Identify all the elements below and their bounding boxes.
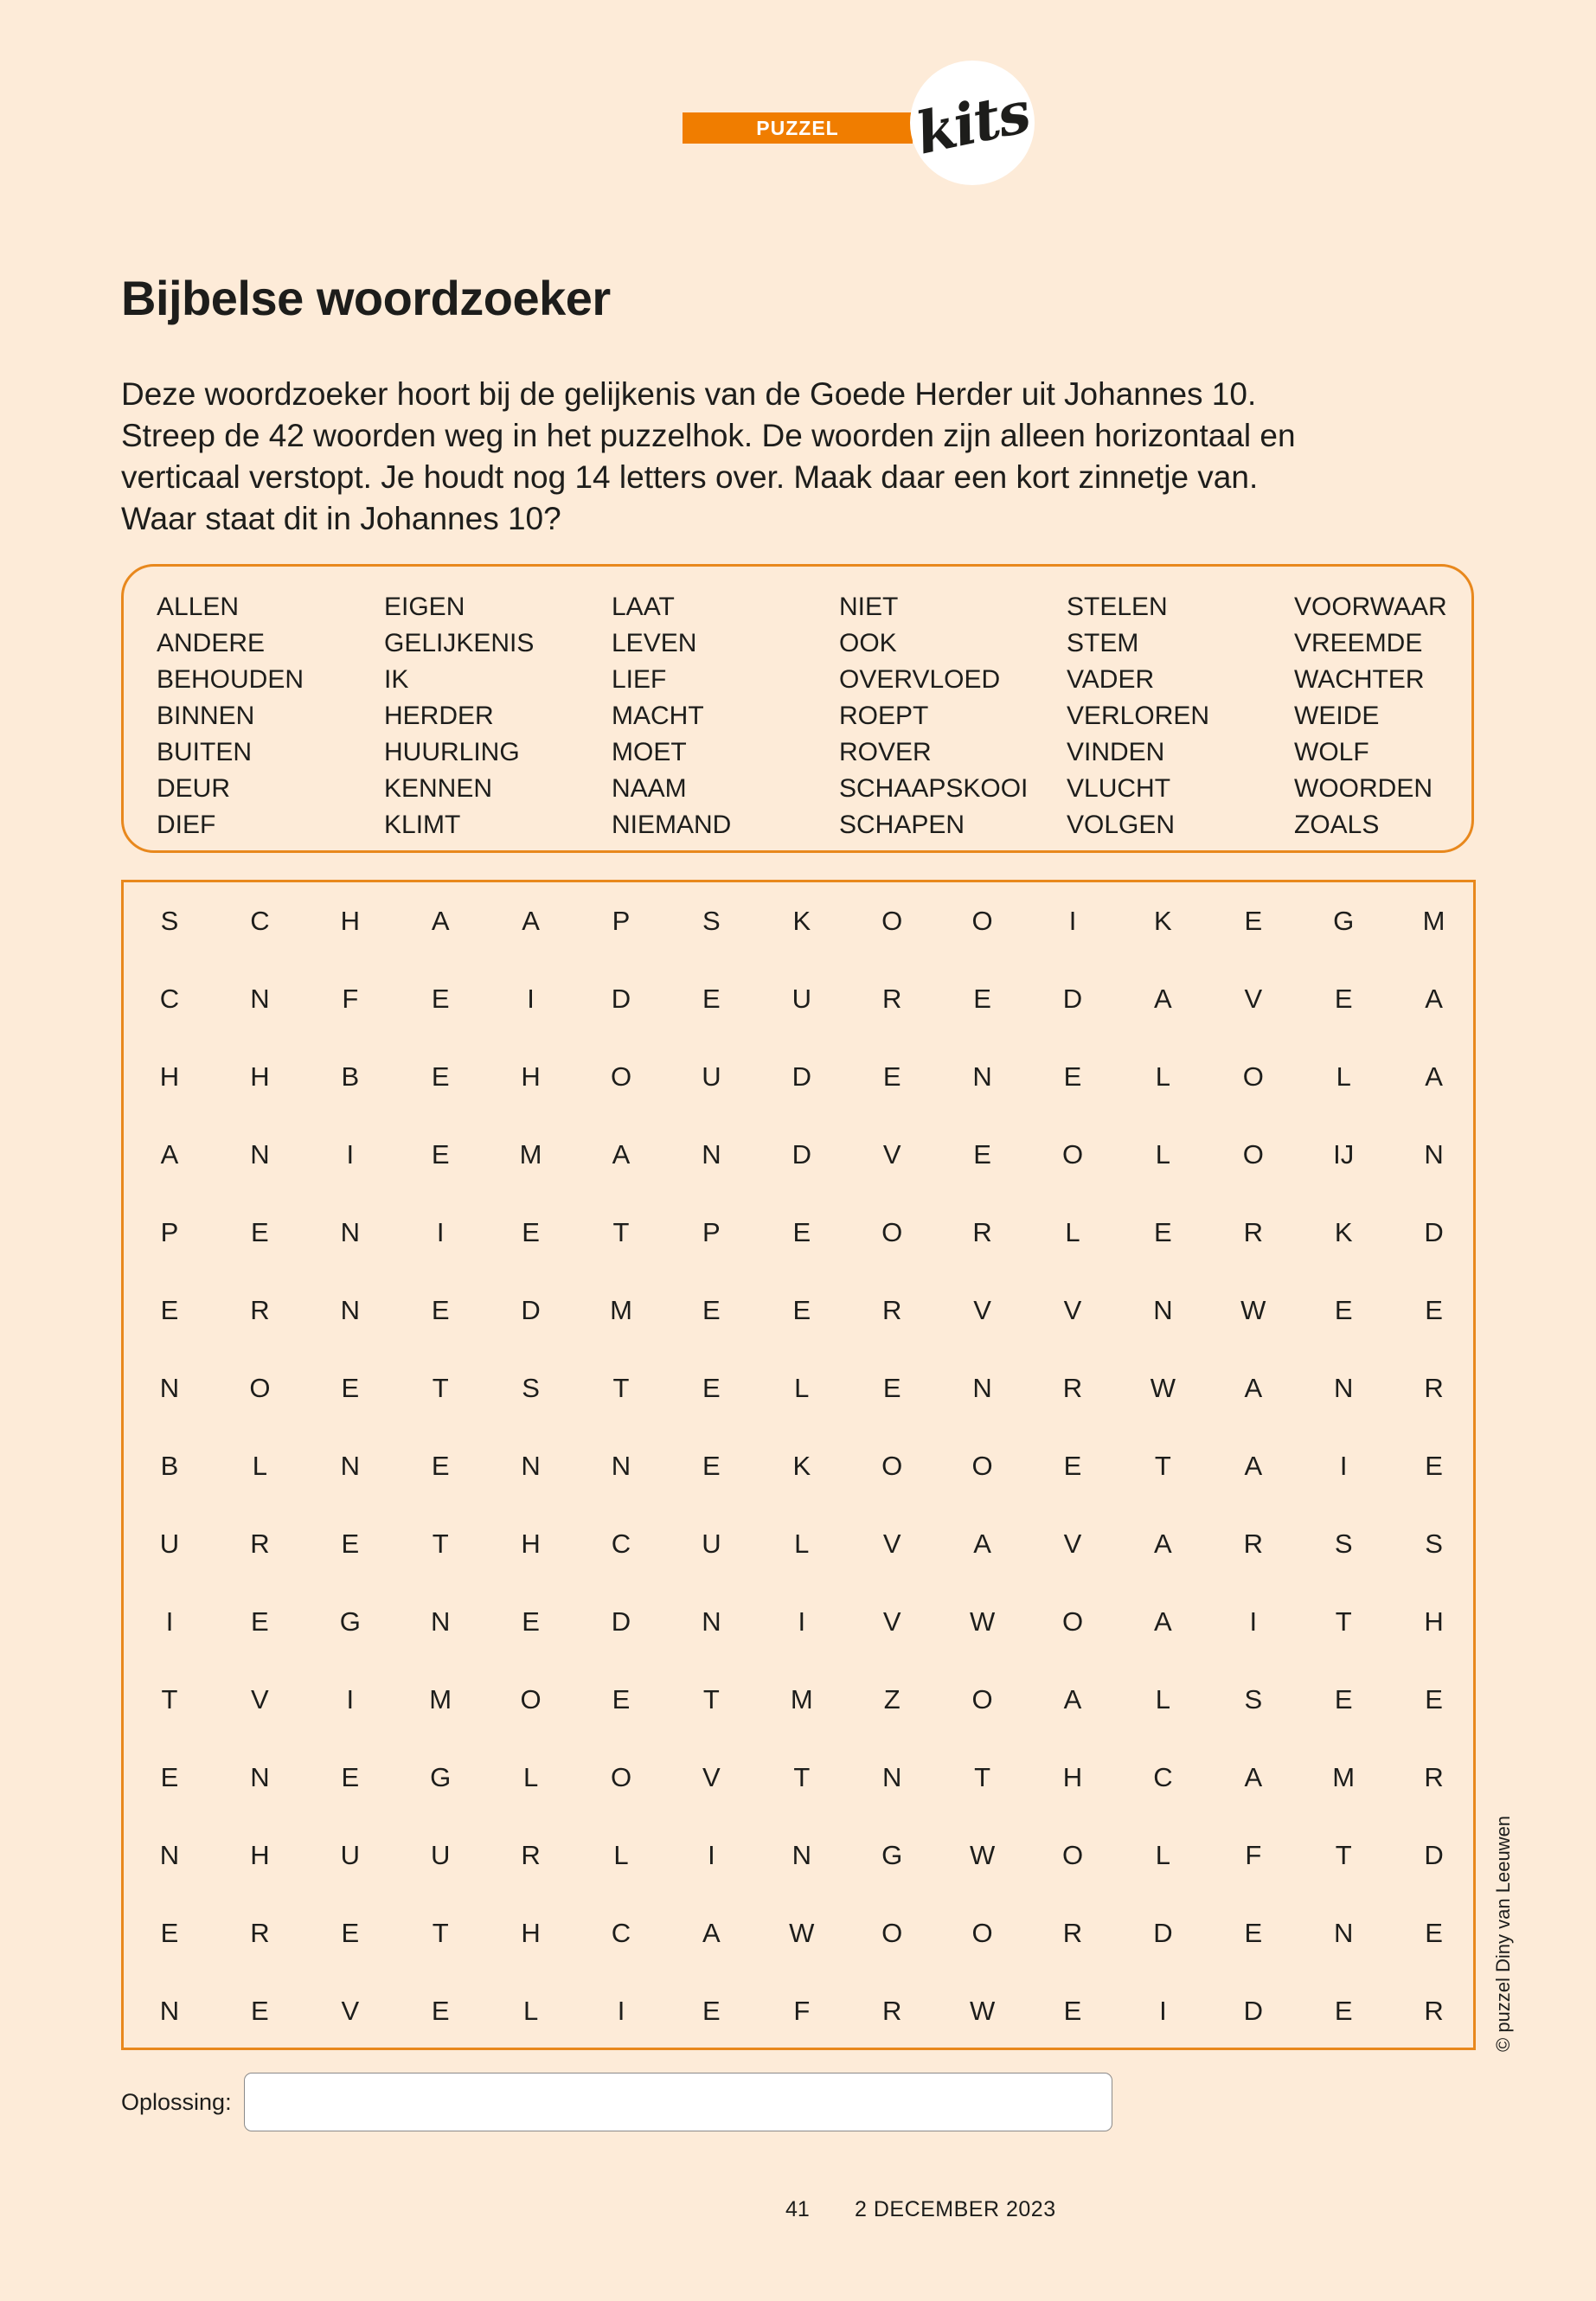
word-item: NAAM [612, 774, 687, 803]
grid-cell[interactable]: N [702, 1606, 721, 1637]
grid-cell[interactable]: L [522, 1996, 539, 2026]
grid-cell[interactable]: M [519, 1139, 542, 1170]
grid-cell[interactable]: R [881, 1996, 902, 2026]
grid-cell[interactable]: R [1424, 1373, 1444, 1403]
word-item: NIEMAND [612, 811, 732, 839]
issue-date: 2 DECEMBER 2023 [855, 2197, 1056, 2221]
grid-cell[interactable]: N [972, 1061, 992, 1092]
word-item: EIGEN [384, 593, 465, 621]
grid-cell[interactable]: D [1424, 1840, 1444, 1870]
grid-cell[interactable]: G [881, 1840, 903, 1870]
grid-cell[interactable]: N [159, 1373, 180, 1403]
grid-cell[interactable]: A [1244, 1762, 1263, 1792]
intro-line: Waar staat dit in Johannes 10? [121, 501, 561, 536]
word-item: STEM [1067, 629, 1139, 657]
grid-cell[interactable]: K [1154, 906, 1172, 936]
word-item: GELIJKENIS [384, 629, 535, 657]
grid-cell[interactable]: O [881, 1217, 903, 1247]
grid-cell[interactable]: A [973, 1529, 991, 1559]
grid-cell[interactable]: U [702, 1061, 721, 1092]
grid-cell[interactable]: R [521, 1840, 541, 1870]
puzzle-grid [121, 880, 1476, 2050]
grid-cell[interactable]: E [160, 1295, 179, 1325]
grid-cell[interactable]: V [882, 1529, 901, 1559]
word-item: MACHT [612, 702, 704, 730]
word-item: ROVER [839, 738, 932, 766]
grid-cell[interactable]: E [431, 1295, 450, 1325]
grid-cell[interactable]: N [792, 1840, 811, 1870]
grid-cell[interactable]: O [971, 1451, 993, 1481]
grid-cell[interactable]: V [702, 1762, 721, 1792]
word-item: OOK [839, 629, 897, 657]
word-column [157, 589, 304, 843]
grid-cell[interactable]: D [521, 1295, 541, 1325]
grid-cell[interactable]: O [1061, 1139, 1084, 1170]
grid-cell[interactable]: I [527, 984, 535, 1014]
grid-cell[interactable]: S [1425, 1529, 1443, 1559]
intro-line: Streep de 42 woorden weg in het puzzelhok. De woorden zijn alleen horizontaal en [121, 418, 1296, 453]
grid-cell[interactable]: O [881, 1918, 903, 1948]
grid-cell[interactable]: E [702, 1295, 721, 1325]
grid-cell[interactable]: H [521, 1061, 541, 1092]
word-item: LIEF [612, 665, 667, 694]
page-number: 41 [785, 2197, 810, 2221]
word-item: BINNEN [157, 702, 255, 730]
grid-cell[interactable]: K [1334, 1217, 1353, 1247]
grid-cell[interactable]: I [798, 1606, 806, 1637]
grid-cell[interactable]: N [521, 1451, 541, 1481]
grid-cell[interactable]: A [1063, 1684, 1082, 1715]
grid-cell[interactable]: H [521, 1918, 541, 1948]
kits-logo [910, 61, 1035, 185]
grid-cell[interactable]: I [708, 1840, 715, 1870]
grid-cell[interactable]: K [792, 906, 811, 936]
word-item: WOORDEN [1294, 774, 1433, 803]
word-item: NIET [839, 593, 899, 621]
grid-cell[interactable]: O [249, 1373, 271, 1403]
grid-cell[interactable]: S [1244, 1684, 1263, 1715]
grid-cell[interactable]: E [1334, 1996, 1353, 2026]
word-item: VERLOREN [1067, 702, 1210, 730]
grid-cell[interactable]: T [161, 1684, 178, 1715]
grid-cell[interactable]: R [250, 1529, 270, 1559]
grid-cell[interactable]: A [702, 1918, 721, 1948]
grid-cell[interactable]: C [159, 984, 180, 1014]
grid-cell[interactable]: A [1154, 1529, 1172, 1559]
grid-cell[interactable]: P [160, 1217, 179, 1247]
grid-cell[interactable]: I [346, 1684, 355, 1715]
grid-cell[interactable]: E [1063, 1996, 1082, 2026]
word-item: VREEMDE [1294, 629, 1423, 657]
grid-cell[interactable]: D [1424, 1217, 1444, 1247]
grid-cell[interactable]: D [792, 1061, 811, 1092]
grid-cell[interactable]: R [881, 984, 902, 1014]
word-item: DEUR [157, 774, 231, 803]
grid-cell[interactable]: V [251, 1684, 269, 1715]
grid-cell[interactable]: T [612, 1373, 630, 1403]
grid-cell[interactable]: E [702, 1373, 721, 1403]
grid-cell[interactable]: R [1243, 1217, 1263, 1247]
grid-cell[interactable]: L [1155, 1061, 1171, 1092]
grid-cell[interactable]: N [972, 1373, 992, 1403]
grid-cell[interactable]: I [1068, 906, 1077, 936]
grid-cell[interactable]: R [1243, 1529, 1263, 1559]
grid-cell[interactable]: E [882, 1373, 901, 1403]
grid-cell[interactable]: L [1065, 1217, 1080, 1247]
grid-cell[interactable]: V [1063, 1295, 1082, 1325]
grid-cell[interactable]: C [611, 1529, 631, 1559]
grid-cell[interactable]: E [341, 1762, 360, 1792]
grid-cell[interactable]: R [250, 1918, 270, 1948]
section-tag: PUZZEL [683, 112, 913, 144]
grid-cell[interactable]: O [881, 1451, 903, 1481]
word-item: ALLEN [157, 593, 240, 621]
grid-cell[interactable]: N [702, 1139, 721, 1170]
grid-cell[interactable]: U [430, 1840, 451, 1870]
grid-cell[interactable]: C [1153, 1762, 1173, 1792]
grid-cell[interactable]: A [1425, 1061, 1443, 1092]
word-item: MOET [612, 738, 687, 766]
grid-cell[interactable]: R [1062, 1373, 1083, 1403]
grid-cell[interactable]: O [520, 1684, 542, 1715]
kits-logo-text: kits [910, 78, 1035, 168]
grid-cell[interactable]: R [1062, 1918, 1083, 1948]
grid-cell[interactable]: L [522, 1762, 539, 1792]
grid-cell[interactable]: E [702, 1451, 721, 1481]
grid-cell[interactable]: V [1063, 1529, 1082, 1559]
grid-cell[interactable]: R [881, 1295, 902, 1325]
grid-cell[interactable]: A [160, 1139, 179, 1170]
grid-cell[interactable]: I [1339, 1451, 1348, 1481]
grid-cell[interactable]: M [610, 1295, 632, 1325]
grid-cell[interactable]: E [792, 1295, 811, 1325]
grid-cell[interactable]: E [973, 984, 991, 1014]
grid-cell[interactable]: R [1424, 1762, 1444, 1792]
grid-cell[interactable]: A [1244, 1451, 1263, 1481]
word-item: ANDERE [157, 629, 266, 657]
grid-cell[interactable]: I [617, 1996, 625, 2026]
grid-cell[interactable]: D [611, 984, 631, 1014]
grid-cell[interactable]: V [882, 1606, 901, 1637]
grid-cell[interactable]: I [165, 1606, 174, 1637]
grid-cell[interactable]: E [612, 1684, 631, 1715]
grid-cell[interactable]: O [1061, 1606, 1084, 1637]
grid-cell[interactable]: T [974, 1762, 991, 1792]
grid-cell[interactable]: E [792, 1217, 811, 1247]
grid-cell[interactable]: T [432, 1373, 449, 1403]
grid-cell[interactable]: I [436, 1217, 445, 1247]
page-title: Bijbelse woordzoeker [121, 271, 611, 325]
grid-cell[interactable]: R [250, 1295, 270, 1325]
word-item: WOLF [1294, 738, 1369, 766]
word-item: WEIDE [1294, 702, 1380, 730]
grid-cell[interactable]: F [342, 984, 359, 1014]
grid-cell[interactable]: O [1242, 1061, 1264, 1092]
grid-cell[interactable]: N [611, 1451, 631, 1481]
grid-cell[interactable]: V [1244, 984, 1263, 1014]
grid-cell[interactable]: N [1333, 1918, 1354, 1948]
grid-cell[interactable]: E [251, 1996, 269, 2026]
grid-cell[interactable]: E [1063, 1451, 1082, 1481]
grid-cell[interactable]: D [1153, 1918, 1173, 1948]
word-item: HUURLING [384, 738, 520, 766]
grid-cell[interactable]: H [250, 1061, 270, 1092]
grid-cell[interactable]: E [1154, 1217, 1172, 1247]
grid-cell[interactable]: W [1240, 1295, 1266, 1325]
grid-cell[interactable]: N [159, 1996, 180, 2026]
word-item: KLIMT [384, 811, 461, 839]
puzzle-grid-letters [124, 882, 1473, 2048]
solution-input[interactable] [244, 2073, 1112, 2131]
grid-cell[interactable]: K [792, 1451, 811, 1481]
grid-cell[interactable]: E [1244, 1918, 1263, 1948]
solution-label: Oplossing: [121, 2089, 232, 2115]
grid-cell[interactable]: N [250, 1139, 270, 1170]
grid-cell[interactable]: O [610, 1061, 632, 1092]
grid-cell[interactable]: D [1062, 984, 1083, 1014]
grid-cell[interactable]: W [969, 1840, 996, 1870]
grid-cell[interactable]: T [432, 1529, 449, 1559]
grid-cell[interactable]: R [972, 1217, 992, 1247]
grid-cell[interactable]: E [522, 1606, 540, 1637]
grid-cell[interactable]: E [251, 1606, 269, 1637]
word-item: VOLGEN [1067, 811, 1176, 839]
word-item: DIEF [157, 811, 216, 839]
word-item: ROEPT [839, 702, 929, 730]
grid-cell[interactable]: T [1335, 1840, 1352, 1870]
grid-cell[interactable]: E [431, 1061, 450, 1092]
grid-cell[interactable]: N [340, 1451, 360, 1481]
grid-cell[interactable]: T [702, 1684, 720, 1715]
word-item: HERDER [384, 702, 494, 730]
grid-cell[interactable]: Z [883, 1684, 901, 1715]
grid-cell[interactable]: A [431, 906, 450, 936]
grid-cell[interactable]: T [432, 1918, 449, 1948]
grid-cell[interactable]: E [1425, 1451, 1443, 1481]
grid-cell[interactable]: V [341, 1996, 360, 2026]
grid-cell[interactable]: A [1425, 984, 1443, 1014]
word-column [612, 589, 731, 843]
grid-cell[interactable]: W [1150, 1373, 1176, 1403]
grid-cell[interactable]: U [702, 1529, 721, 1559]
grid-cell[interactable]: N [881, 1762, 902, 1792]
word-list [121, 564, 1474, 853]
grid-cell[interactable]: E [1425, 1295, 1443, 1325]
grid-cell[interactable]: A [1154, 1606, 1172, 1637]
grid-cell[interactable]: E [251, 1217, 269, 1247]
grid-cell[interactable]: S [522, 1373, 540, 1403]
grid-cell[interactable]: E [341, 1918, 360, 1948]
grid-cell[interactable]: E [1334, 1295, 1353, 1325]
grid-cell[interactable]: E [702, 984, 721, 1014]
word-item: VOORWAAR [1294, 593, 1447, 621]
grid-cell[interactable]: E [431, 1139, 450, 1170]
word-item: LAAT [612, 593, 675, 621]
grid-cell[interactable]: E [1425, 1918, 1443, 1948]
grid-cell[interactable]: E [522, 1217, 540, 1247]
grid-cell[interactable]: E [1425, 1684, 1443, 1715]
grid-cell[interactable]: E [1063, 1061, 1082, 1092]
word-item: WACHTER [1294, 665, 1425, 694]
grid-cell[interactable]: B [341, 1061, 360, 1092]
grid-cell[interactable]: D [792, 1139, 811, 1170]
word-item: OVERVLOED [839, 665, 1001, 694]
grid-cell[interactable]: L [1155, 1840, 1171, 1870]
grid-cell[interactable]: G [1333, 906, 1355, 936]
grid-cell[interactable]: D [611, 1606, 631, 1637]
grid-cell[interactable]: N [1153, 1295, 1173, 1325]
grid-cell[interactable]: L [1336, 1061, 1351, 1092]
grid-cell[interactable]: V [882, 1139, 901, 1170]
grid-cell[interactable]: U [159, 1529, 180, 1559]
grid-cell[interactable]: O [971, 1684, 993, 1715]
grid-cell[interactable]: H [340, 906, 360, 936]
grid-cell[interactable]: B [160, 1451, 179, 1481]
grid-cell[interactable]: E [882, 1061, 901, 1092]
grid-cell[interactable]: N [159, 1840, 180, 1870]
grid-cell[interactable]: T [793, 1762, 811, 1792]
grid-cell[interactable]: M [1332, 1762, 1356, 1792]
grid-cell[interactable]: E [431, 984, 450, 1014]
grid-cell[interactable]: L [794, 1373, 810, 1403]
grid-cell[interactable]: E [431, 1996, 450, 2026]
word-item: SCHAPEN [839, 811, 965, 839]
grid-cell[interactable]: H [159, 1061, 180, 1092]
grid-cell[interactable]: C [250, 906, 270, 936]
grid-cell[interactable]: E [341, 1373, 360, 1403]
grid-cell[interactable]: T [612, 1217, 630, 1247]
grid-cell[interactable]: O [1061, 1840, 1084, 1870]
grid-cell[interactable]: H [250, 1840, 270, 1870]
word-item: VADER [1067, 665, 1155, 694]
grid-cell[interactable]: N [340, 1295, 360, 1325]
grid-cell[interactable]: S [160, 906, 179, 936]
grid-cell[interactable]: T [1154, 1451, 1171, 1481]
grid-cell[interactable]: A [1154, 984, 1172, 1014]
grid-cell[interactable]: L [1155, 1684, 1171, 1715]
grid-cell[interactable]: M [429, 1684, 452, 1715]
word-item: BEHOUDEN [157, 665, 304, 694]
grid-cell[interactable]: U [792, 984, 811, 1014]
grid-cell[interactable]: E [1334, 984, 1353, 1014]
grid-cell[interactable]: G [430, 1762, 452, 1792]
intro-line: verticaal verstopt. Je houdt nog 14 letters over. Maak daar een kort zinnetje van. [121, 459, 1259, 495]
grid-cell[interactable]: A [522, 906, 540, 936]
grid-cell[interactable]: C [611, 1918, 631, 1948]
grid-cell[interactable]: E [1334, 1684, 1353, 1715]
grid-cell[interactable]: W [789, 1918, 815, 1948]
grid-cell[interactable]: N [1333, 1373, 1354, 1403]
grid-cell[interactable]: V [973, 1295, 991, 1325]
grid-cell[interactable]: H [1062, 1762, 1083, 1792]
grid-cell[interactable]: N [250, 984, 270, 1014]
grid-cell[interactable]: P [612, 906, 631, 936]
grid-cell[interactable]: W [969, 1606, 996, 1637]
grid-cell[interactable]: M [1422, 906, 1445, 936]
grid-cell[interactable]: E [160, 1918, 179, 1948]
grid-cell[interactable]: M [790, 1684, 813, 1715]
word-item: SCHAAPSKOOI [839, 774, 1029, 803]
grid-cell[interactable]: A [612, 1139, 631, 1170]
grid-cell[interactable]: F [1245, 1840, 1262, 1870]
grid-cell[interactable]: F [793, 1996, 811, 2026]
grid-cell[interactable]: O [610, 1762, 632, 1792]
grid-cell[interactable]: R [1424, 1996, 1444, 2026]
word-item: VINDEN [1067, 738, 1165, 766]
grid-cell[interactable]: D [1243, 1996, 1263, 2026]
grid-cell[interactable]: E [160, 1762, 179, 1792]
grid-cell[interactable]: O [971, 1918, 993, 1948]
word-item: KENNEN [384, 774, 493, 803]
grid-cell[interactable]: N [340, 1217, 360, 1247]
grid-cell[interactable]: L [613, 1840, 629, 1870]
grid-cell[interactable]: N [1424, 1139, 1444, 1170]
grid-cell[interactable]: O [971, 906, 993, 936]
credit-text: © puzzel Diny van Leeuwen [1492, 1815, 1514, 2052]
grid-cell[interactable]: H [521, 1529, 541, 1559]
grid-cell[interactable]: S [1334, 1529, 1353, 1559]
grid-cell[interactable]: E [341, 1529, 360, 1559]
grid-cell[interactable]: I [1159, 1996, 1167, 2026]
grid-cell[interactable]: A [1244, 1373, 1263, 1403]
word-column [384, 589, 534, 843]
word-item: ZOALS [1294, 811, 1380, 839]
grid-cell[interactable]: L [1155, 1139, 1171, 1170]
word-column [839, 589, 1028, 843]
grid-cell[interactable]: I [1249, 1606, 1258, 1637]
grid-cell[interactable]: E [702, 1996, 721, 2026]
intro-line: Deze woordzoeker hoort bij de gelijkenis van de Goede Herder uit Johannes 10. [121, 376, 1257, 412]
grid-cell[interactable]: O [881, 906, 903, 936]
grid-cell[interactable]: S [702, 906, 721, 936]
word-column [1067, 589, 1209, 843]
grid-cell[interactable]: N [430, 1606, 451, 1637]
grid-cell[interactable]: I [346, 1139, 355, 1170]
grid-cell[interactable]: T [1335, 1606, 1352, 1637]
grid-cell[interactable]: W [969, 1996, 996, 2026]
grid-cell[interactable]: L [252, 1451, 268, 1481]
word-item: BUITEN [157, 738, 253, 766]
grid-cell[interactable]: G [339, 1606, 361, 1637]
grid-cell[interactable]: E [1244, 906, 1263, 936]
grid-cell[interactable]: IJ [1333, 1139, 1355, 1170]
word-item: VLUCHT [1067, 774, 1171, 803]
grid-cell[interactable]: E [431, 1451, 450, 1481]
grid-cell[interactable]: H [1424, 1606, 1444, 1637]
intro-text [121, 374, 1471, 540]
word-column [1294, 589, 1447, 843]
grid-cell[interactable]: N [250, 1762, 270, 1792]
word-item: LEVEN [612, 629, 697, 657]
grid-cell[interactable]: U [340, 1840, 360, 1870]
grid-cell[interactable]: L [794, 1529, 810, 1559]
grid-cell[interactable]: O [1242, 1139, 1264, 1170]
word-item: IK [384, 665, 409, 694]
grid-cell[interactable]: P [702, 1217, 721, 1247]
grid-cell[interactable]: E [973, 1139, 991, 1170]
word-item: STELEN [1067, 593, 1168, 621]
